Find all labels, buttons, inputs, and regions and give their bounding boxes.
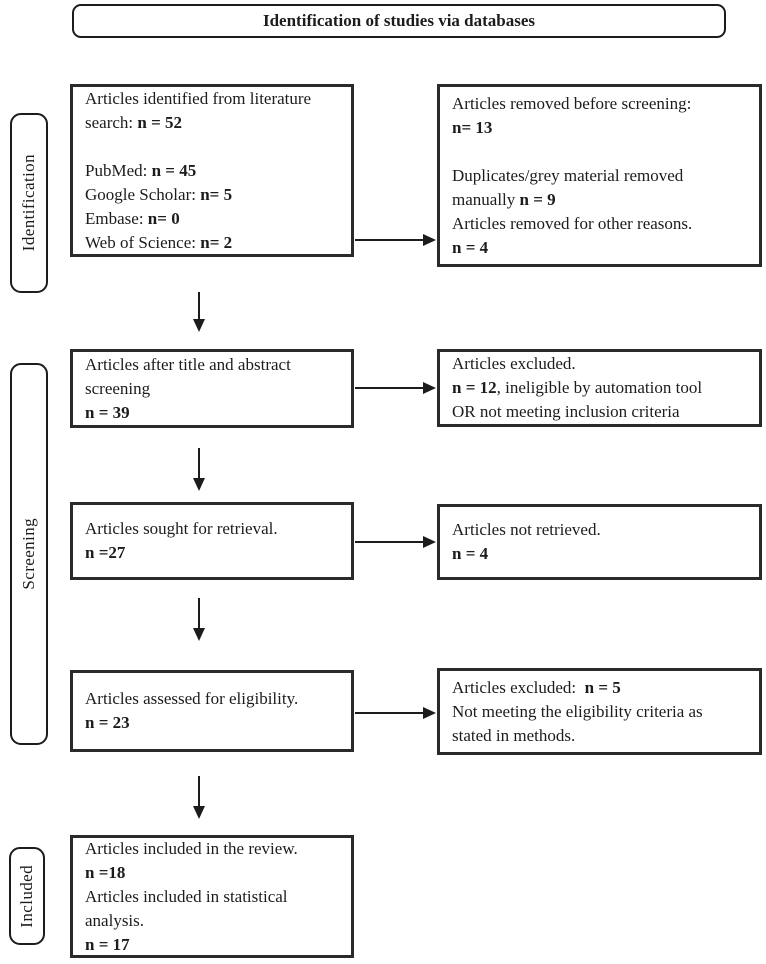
arrow-down-screening-to-retrieval-icon [198,448,200,479]
box-articles-identified [70,84,354,257]
text-line [85,377,339,401]
text-line [85,517,339,541]
text-segment: Articles sought for retrieval. [85,519,278,538]
text-line [85,711,339,735]
arrow-right-identified-to-removed-icon [355,239,424,241]
text-line [85,87,339,111]
text-line [85,401,339,425]
text-segment: screening [85,378,151,398]
text-line [452,352,747,376]
arrow-down-identified-to-screening-icon [198,292,200,320]
arrow-down-retrieval-to-eligibility-icon [198,598,200,629]
text-line [85,183,339,207]
text-line [85,353,339,377]
text-segment: Duplicates/grey material removed [452,165,684,185]
arrow-down-eligibility-to-included-icon [198,776,200,807]
arrow-right-retrieval-to-not-retrieved-icon [355,541,424,543]
text-line [85,231,339,255]
text-line [452,92,747,116]
text-line [452,212,747,236]
text-segment: n = 23 [85,713,130,732]
text-line [452,376,747,400]
text-segment: n = 52 [137,112,183,132]
text-segment: n= 2 [200,232,233,252]
box-title-abstract-screening [70,349,354,428]
text-line [85,111,339,135]
text-segment: Not meeting the eligibility criteria as [452,701,703,721]
text-line [452,700,747,724]
text-line [85,861,339,885]
text-segment: n =27 [85,543,126,562]
box-not-retrieved [437,504,762,580]
text-segment: n = 5 [584,677,621,697]
text-line [452,542,747,566]
text-segment: Web of Science: [85,232,201,252]
text-segment: n = 45 [151,160,197,180]
text-segment: n =18 [85,862,126,882]
text-line [452,116,747,140]
diagram-title: Identification of studies via databases [262,11,536,30]
text-segment: n = 9 [519,189,556,209]
text-segment: Articles excluded: [452,677,585,697]
text-segment: n= 0 [147,208,180,228]
text-segment: Embase: [85,208,148,228]
text-line [452,400,747,424]
text-line [452,236,747,260]
text-segment: Articles included in the review. [85,838,298,858]
text-line [452,188,747,212]
text-segment: n = 17 [85,934,130,954]
box-assessed-for-eligibility [70,670,354,752]
stage-label-screening [10,363,48,745]
text-line [85,135,339,159]
text-segment: Articles after title and abstract [85,354,291,374]
text-line [85,541,339,565]
arrow-right-screening-to-excluded-icon [355,387,424,389]
stage-included-text: Included [17,864,36,928]
text-line [85,207,339,231]
text-segment: n = 39 [85,402,130,422]
box-sought-for-retrieval [70,502,354,580]
text-line [452,676,747,700]
box-removed-before-screening [437,84,762,267]
text-segment: stated in methods. [452,725,576,745]
text-line [85,159,339,183]
stage-label-identification [10,113,48,293]
text-segment: n = 4 [452,544,489,563]
diagram-title-box [72,4,726,38]
text-segment: Articles excluded. [452,354,576,373]
box-excluded-after-screening [437,349,762,427]
text-segment: n = 12 [452,378,497,397]
text-line [85,933,339,957]
stage-label-included [9,847,45,945]
text-segment: Articles assessed for eligibility. [85,689,299,708]
text-line [452,724,747,748]
text-line [452,140,747,164]
text-line [85,885,339,909]
text-segment: search: [85,112,138,132]
text-segment: manually [452,189,520,209]
text-segment: Articles identified from literature [85,88,312,108]
text-line [85,837,339,861]
text-segment: analysis. [85,910,145,930]
arrow-right-eligibility-to-excluded-icon [355,712,424,714]
text-segment: Articles removed for other reasons. [452,213,693,233]
stage-screening-text: Screening [19,518,38,590]
stage-identification-text: Identification [19,154,38,252]
text-segment: OR not meeting inclusion criteria [452,402,680,421]
box-excluded-after-eligibility [437,668,762,755]
text-segment: Articles removed before screening: [452,93,692,113]
text-segment: n = 4 [452,237,489,257]
text-line [85,687,339,711]
text-segment: Articles included in statistical [85,886,288,906]
text-line [452,164,747,188]
text-line [452,518,747,542]
text-segment: , ineligible by automation tool [496,378,703,397]
text-line [85,909,339,933]
text-segment: Articles not retrieved. [452,520,601,539]
text-segment: n= 5 [200,184,233,204]
text-segment: PubMed: [85,160,152,180]
text-segment: n= 13 [452,117,493,137]
box-included-in-review [70,835,354,958]
text-segment: Google Scholar: [85,184,201,204]
